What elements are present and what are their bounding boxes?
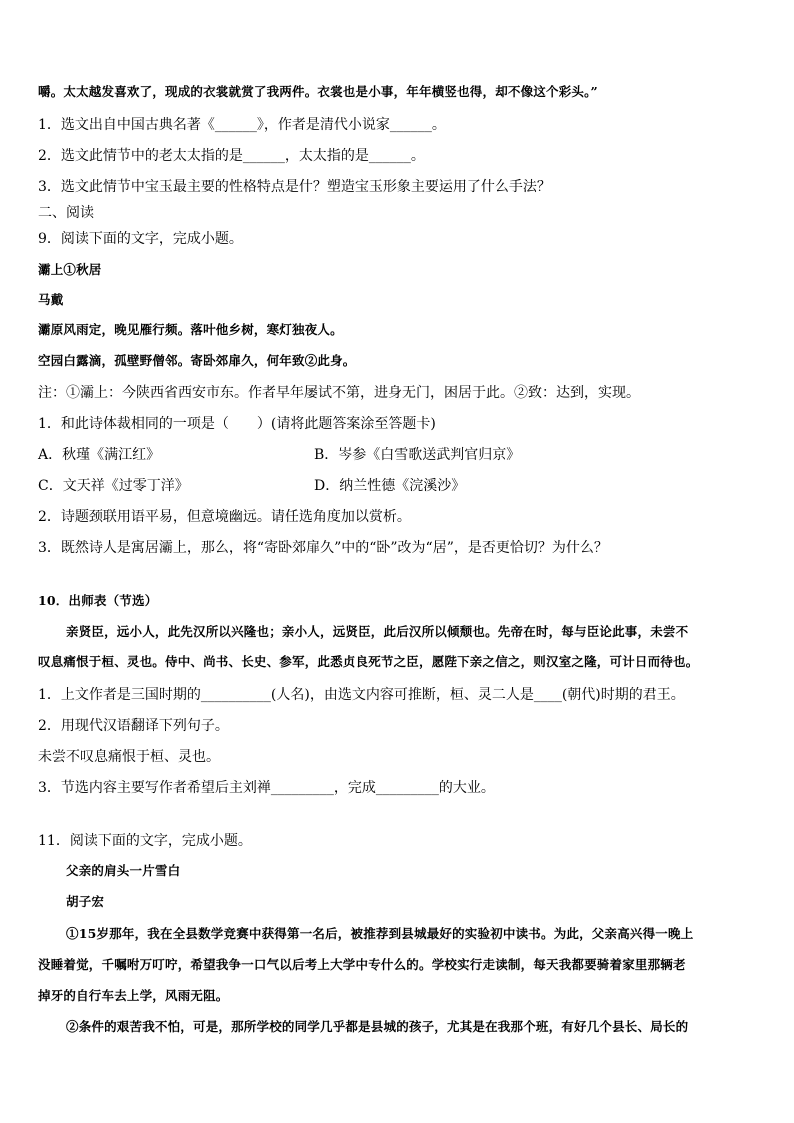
poem-line: 空园白露滴，孤壁野僧邻。寄卧郊扉久，何年致②此身。 <box>38 353 356 368</box>
question-10-1: 1．上文作者是三国时期的__________(人名)，由选文内容可推断，桓、灵二人是____(朝代)时期的君王。 <box>38 687 685 703</box>
question-8-2: 2．选文此情节中的老太太指的是______，太太指的是______。 <box>38 148 425 164</box>
question-10: 10．出师表（节选） <box>38 593 158 608</box>
text-line: 嚼。太太越发喜欢了，现成的衣裳就赏了我两件。衣裳也是小事，年年横竖也得，却不像这个彩头。” <box>38 84 598 99</box>
passage-line: 叹息痛恨于桓、灵也。侍中、尚书、长史、参军，此悉贞良死节之臣，愿陛下亲之信之，则汉室之隆，可计日而待也。 <box>38 654 699 669</box>
question-9-1: 1．和此诗体裁相同的一项是（ ）(请将此题答案涂至答题卡) <box>38 416 436 432</box>
poem-line: 灞原风雨定，晚见雁行频。落叶他乡树，寒灯独夜人。 <box>38 322 343 337</box>
question-9-2: 2．诗题颈联用语平易，但意境幽远。请任选角度加以赏析。 <box>38 509 411 525</box>
essay-title: 父亲的肩头一片雪白 <box>66 863 181 878</box>
poem-author: 马戴 <box>38 292 64 307</box>
essay-line: ②条件的艰苦我不怕，可是，那所学校的同学几乎都是县城的孩子，尤其是在我那个班，有好几个县长、局长的 <box>66 1019 689 1034</box>
question-9: 9．阅读下面的文字，完成小题。 <box>38 231 243 247</box>
question-9-3: 3．既然诗人是寓居灞上，那么，将“寄卧郊扉久”中的“卧”改为“居”，是否更恰切？为什么？ <box>38 540 608 556</box>
passage-line: 亲贤臣，远小人，此先汉所以兴隆也；亲小人，远贤臣，此后汉所以倾颓也。先帝在时，每与臣论此事，未尝不 <box>66 624 689 639</box>
choice-d: D．纳兰性德《浣溪沙》 <box>314 478 466 494</box>
essay-line: 没睡着觉，千嘱咐万叮咛，希望我争一口气以后考上大学中专什么的。学校实行走读制，每天我都要骑着家里那辆老 <box>38 957 686 972</box>
essay-author: 胡子宏 <box>66 894 105 909</box>
question-11: 11．阅读下面的文字，完成小题。 <box>38 833 252 849</box>
choice-c: C．文天祥《过零丁洋》 <box>38 478 189 494</box>
choice-row <box>38 448 764 462</box>
poem-note: 注：①灞上：今陕西省西安市东。作者早年屡试不第，进身无门，困居于此。②致：达到，实现。 <box>38 385 640 401</box>
essay-line: ①15岁那年，我在全县数学竞赛中获得第一名后，被推荐到县城最好的实验初中读书。为此，父亲高兴得一晚上 <box>66 926 694 941</box>
translate-sentence: 未尝不叹息痛恨于桓、灵也。 <box>38 749 220 765</box>
question-8-3: 3．选文此情节中宝玉最主要的性格特点是什？塑造宝玉形象主要运用了什么手法？ <box>38 179 551 195</box>
question-10-3: 3．节选内容主要写作者希望后主刘禅_________，完成_________的大业。 <box>38 780 495 796</box>
essay-line: 掉牙的自行车去上学，风雨无阻。 <box>38 988 229 1003</box>
section-heading: 二、阅读 <box>38 205 94 221</box>
choice-a: A．秋瑾《满江红》 <box>38 447 161 463</box>
choice-row <box>38 479 764 493</box>
choice-b: B．岑参《白雪歌送武判官归京》 <box>314 447 521 463</box>
question-10-2: 2．用现代汉语翻译下列句子。 <box>38 718 229 734</box>
poem-title: 灞上①秋居 <box>38 262 102 277</box>
question-8-1: 1．选文出自中国古典名著《______》，作者是清代小说家______。 <box>38 117 446 133</box>
